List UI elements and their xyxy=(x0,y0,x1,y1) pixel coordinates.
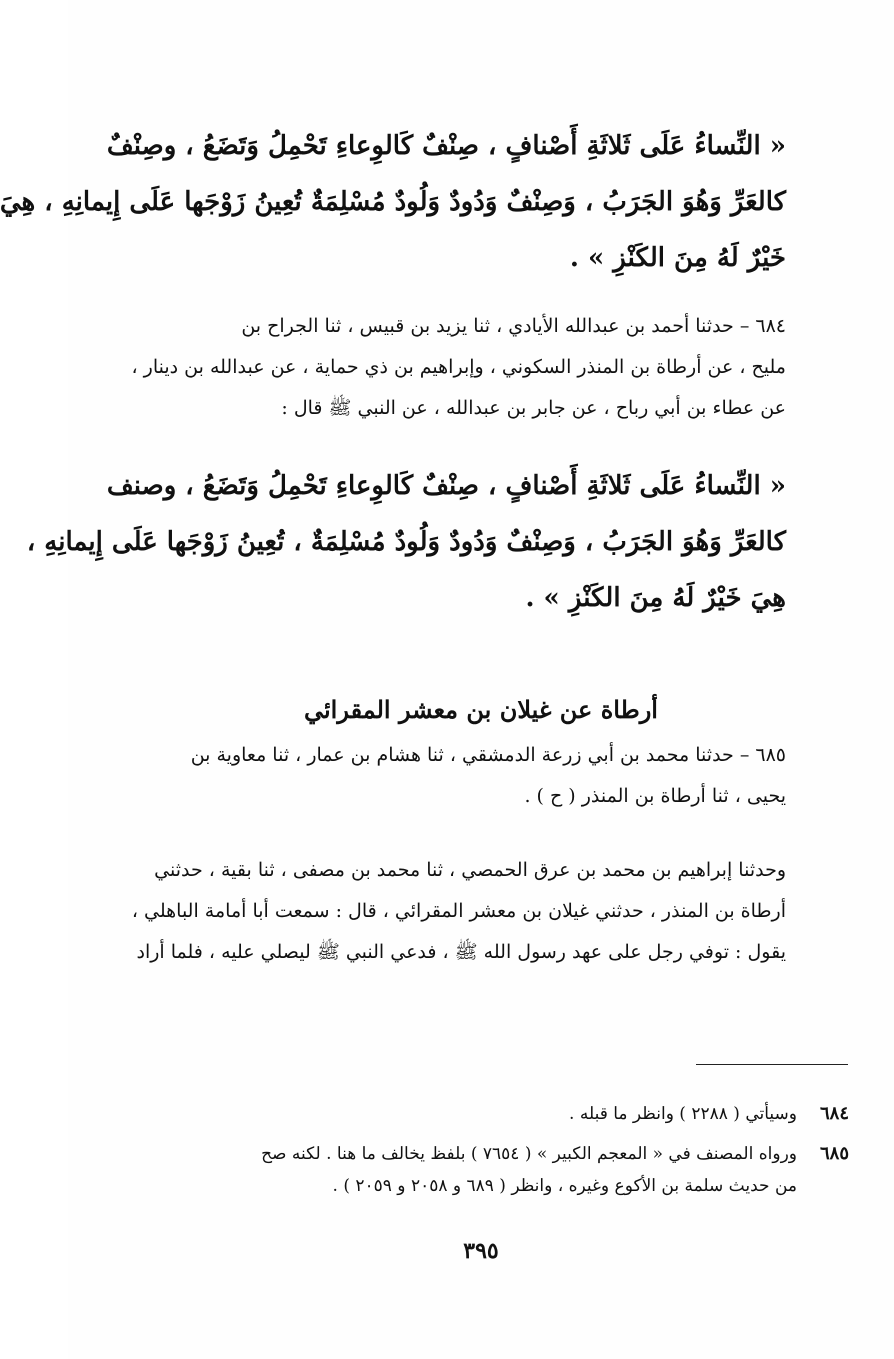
hadith-684-paragraph xyxy=(131,306,786,429)
footnote-684 xyxy=(149,1098,849,1130)
text-line: « النِّساءُ عَلَى ثَلاثَةِ أَصْنافٍ ، صِنْفٌ كَالوِعاءِ تَحْمِلُ وَتَضَعُ ، وصنف xyxy=(106,471,786,501)
quote-paragraph-1 xyxy=(0,118,786,286)
text-line: مليح ، عن أرطاة بن المنذر السكوني ، وإبراهيم بن ذي حماية ، عن عبدالله بن دينار ، xyxy=(131,356,786,378)
text-line: كالعَرِّ وَهُوَ الجَرَبُ ، وَصِنْفٌ وَدُودٌ وَلُودٌ مُسْلِمَةٌ ، تُعِينُ زَوْجَها عَلَى إِيمانِهِ ، xyxy=(26,527,786,557)
footnote-number: ٦٨٥ xyxy=(819,1143,849,1164)
text-line: أرطاة بن المنذر ، حدثني غيلان بن معشر المقرائي ، قال : سمعت أبا أمامة الباهلي ، xyxy=(131,900,786,922)
text-line: « النِّساءُ عَلَى ثَلاثَةِ أَصْنافٍ ، صِنْفٌ كَالوِعاءِ تَحْمِلُ وَتَضَعُ ، وصِنْفٌ xyxy=(106,131,786,161)
text-line: يقول : توفي رجل على عهد رسول الله ﷺ ، فدعي النبي ﷺ ليصلي عليه ، فلما أراد xyxy=(136,941,786,963)
text-line: كالعَرِّ وَهُوَ الجَرَبُ ، وَصِنْفٌ وَدُودٌ وَلُودٌ مُسْلِمَةٌ تُعِينُ زَوْجَها عَلَى إِيمانِهِ ، هِيَ xyxy=(0,187,786,217)
footnote-line: وسيأتي ( ٢٢٨٨ ) وانظر ما قبله . xyxy=(569,1104,797,1124)
page-number: ٣٩٥ xyxy=(463,1238,499,1264)
text-line: ٦٨٤ – حدثنا أحمد بن عبدالله الأيادي ، ثنا يزيد بن قبيس ، ثنا الجراح بن xyxy=(241,315,786,337)
text-line: عن عطاء بن أبي رباح ، عن جابر بن عبدالله ، عن النبي ﷺ قال : xyxy=(281,397,786,419)
section-heading: أرطاة عن غيلان بن معشر المقرائي xyxy=(304,695,658,724)
text-line: يحيى ، ثنا أرطاة بن المنذر ( ح ) . xyxy=(524,785,786,807)
footnote-separator xyxy=(696,1064,848,1065)
footnote-line: ورواه المصنف في « المعجم الكبير » ( ٧٦٥٤ ) بلفظ يخالف ما هنا . لكنه صح xyxy=(261,1144,797,1164)
text-line: وحدثنا إبراهيم بن محمد بن عرق الحمصي ، ثنا محمد بن مصفى ، ثنا بقية ، حدثني xyxy=(154,859,786,881)
text-line: خَيْرٌ لَهُ مِنَ الكَنْزِ » . xyxy=(569,243,786,273)
quote-paragraph-2 xyxy=(26,458,786,626)
hadith-685-paragraph xyxy=(176,735,786,817)
hadith-685-continuation xyxy=(131,850,786,973)
text-line: ٦٨٥ – حدثنا محمد بن أبي زرعة الدمشقي ، ثنا هشام بن عمار ، ثنا معاوية بن xyxy=(190,744,786,766)
footnote-685 xyxy=(149,1138,849,1202)
footnote-line: من حديث سلمة بن الأكوع وغيره ، وانظر ( ٦٨٩ و ٢٠٥٨ و ٢٠٥٩ ) . xyxy=(332,1176,797,1196)
footnote-number: ٦٨٤ xyxy=(819,1103,849,1124)
text-line: هِيَ خَيْرٌ لَهُ مِنَ الكَنْزِ » . xyxy=(525,583,786,613)
